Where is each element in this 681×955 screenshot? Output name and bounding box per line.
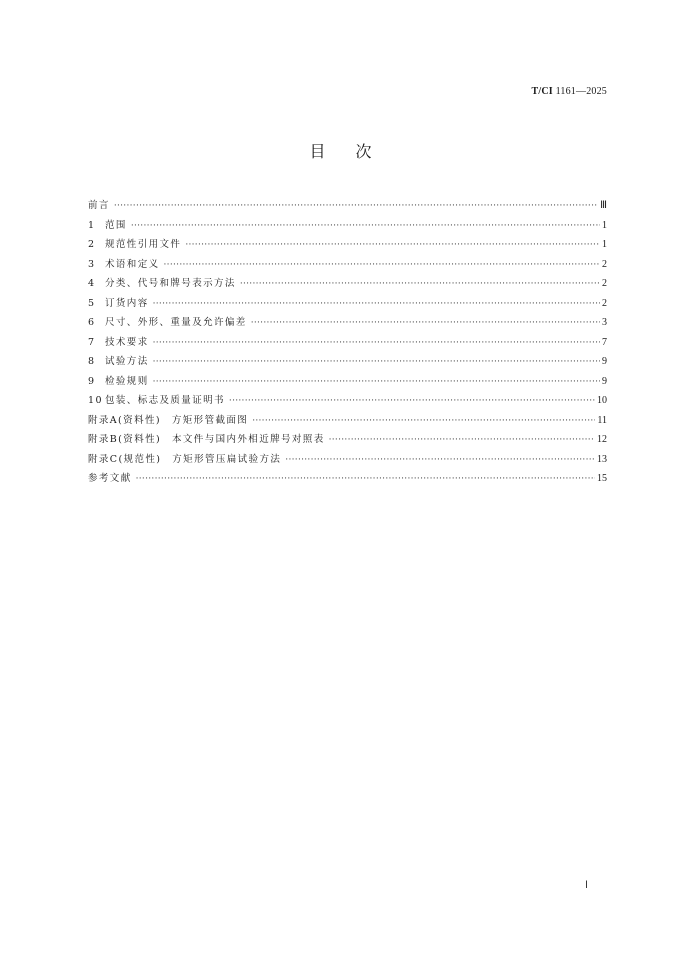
- toc-entry-bibliography[interactable]: [88, 469, 607, 489]
- toc-page-number: 1: [602, 239, 607, 250]
- toc-leader-dots: [252, 412, 595, 432]
- document-code-number: 1161—2025: [555, 86, 607, 97]
- toc-entry-label: 参考文献: [88, 473, 132, 484]
- toc-entry-label: 10 包装、标志及质量证明书: [88, 391, 225, 411]
- toc-page-number: 1: [602, 219, 607, 231]
- toc-entry-label: 附录C(规范性) 方矩形管压扁试验方法: [88, 453, 282, 465]
- toc-page-number: 2: [602, 258, 607, 270]
- toc-leader-dots: [114, 197, 598, 217]
- toc-page-number: 7: [602, 336, 607, 348]
- toc-entry-label: 2 规范性引用文件: [88, 235, 181, 255]
- toc-leader-dots: [164, 256, 600, 276]
- toc-entry-label: 7 技术要求: [88, 333, 149, 353]
- toc-entry-label: 附录B(资料性) 本文件与国内外相近牌号对照表: [88, 434, 325, 445]
- toc-entry-label: 附录A(资料性) 方矩形管截面图: [88, 414, 249, 426]
- toc-page-number: 15: [597, 473, 607, 484]
- toc-entry-label: 3 术语和定义: [88, 255, 160, 275]
- toc-entry-technical-requirements[interactable]: [88, 333, 607, 353]
- toc-page-number: Ⅲ: [600, 200, 607, 211]
- toc-section-number: 10: [88, 395, 103, 406]
- document-code: [531, 86, 607, 97]
- toc-page-number: 2: [602, 278, 607, 289]
- toc-entry-inspection-rules[interactable]: [88, 372, 607, 392]
- toc-leader-dots: [185, 236, 600, 256]
- toc-entry-label: 6 尺寸、外形、重量及允许偏差: [88, 313, 247, 333]
- toc-entry-label: 8 试验方法: [88, 352, 149, 372]
- toc-section-number: 9: [88, 375, 96, 387]
- toc-entry-order-content[interactable]: [88, 294, 607, 314]
- toc-leader-dots: [240, 275, 600, 295]
- toc-page-number: 2: [602, 297, 607, 309]
- toc-leader-dots: [136, 470, 595, 490]
- table-of-contents: [88, 196, 607, 489]
- toc-page-number: 11: [597, 414, 607, 426]
- toc-entry-normative-references[interactable]: [88, 235, 607, 255]
- toc-leader-dots: [285, 451, 595, 471]
- toc-section-number: 7: [88, 336, 96, 348]
- toc-section-number: 3: [88, 258, 96, 270]
- page-title: 目次: [309, 142, 402, 161]
- toc-leader-dots: [153, 373, 600, 393]
- toc-leader-dots: [251, 314, 600, 334]
- toc-entry-label: 5 订货内容: [88, 294, 149, 314]
- document-code-prefix: T/CI: [531, 86, 553, 97]
- toc-entry-foreword[interactable]: [88, 196, 607, 216]
- toc-leader-dots: [329, 431, 595, 451]
- toc-entry-label: 1 范围: [88, 216, 127, 236]
- toc-entry-test-methods[interactable]: [88, 352, 607, 372]
- toc-entry-classification[interactable]: [88, 274, 607, 294]
- toc-leader-dots: [153, 295, 600, 315]
- toc-entry-annex-c[interactable]: [88, 450, 607, 470]
- toc-section-number: 5: [88, 297, 96, 309]
- toc-entry-label: 前言: [88, 200, 110, 211]
- toc-page-number: 12: [597, 434, 607, 445]
- page-number: Ⅰ: [585, 880, 588, 891]
- toc-entry-dimensions[interactable]: [88, 313, 607, 333]
- toc-entry-label: 4 分类、代号和牌号表示方法: [88, 274, 236, 294]
- toc-leader-dots: [153, 334, 600, 354]
- toc-page-number: 9: [602, 375, 607, 387]
- toc-entry-terms-definitions[interactable]: [88, 255, 607, 275]
- toc-entry-scope[interactable]: [88, 216, 607, 236]
- toc-section-number: 8: [88, 356, 96, 367]
- toc-entry-annex-a[interactable]: [88, 411, 607, 431]
- toc-leader-dots: [153, 353, 600, 373]
- toc-page-number: 9: [602, 356, 607, 367]
- toc-entry-label: 9 检验规则: [88, 372, 149, 392]
- toc-leader-dots: [229, 392, 595, 412]
- toc-page-number: 10: [597, 395, 607, 406]
- toc-entry-annex-b[interactable]: [88, 430, 607, 450]
- toc-page-number: 13: [597, 453, 607, 465]
- toc-entry-packaging-marking[interactable]: [88, 391, 607, 411]
- toc-section-number: 4: [88, 278, 96, 289]
- toc-section-number: 2: [88, 239, 96, 250]
- toc-leader-dots: [131, 217, 600, 237]
- toc-section-number: 1: [88, 219, 96, 231]
- toc-section-number: 6: [88, 317, 96, 328]
- toc-page-number: 3: [602, 317, 607, 328]
